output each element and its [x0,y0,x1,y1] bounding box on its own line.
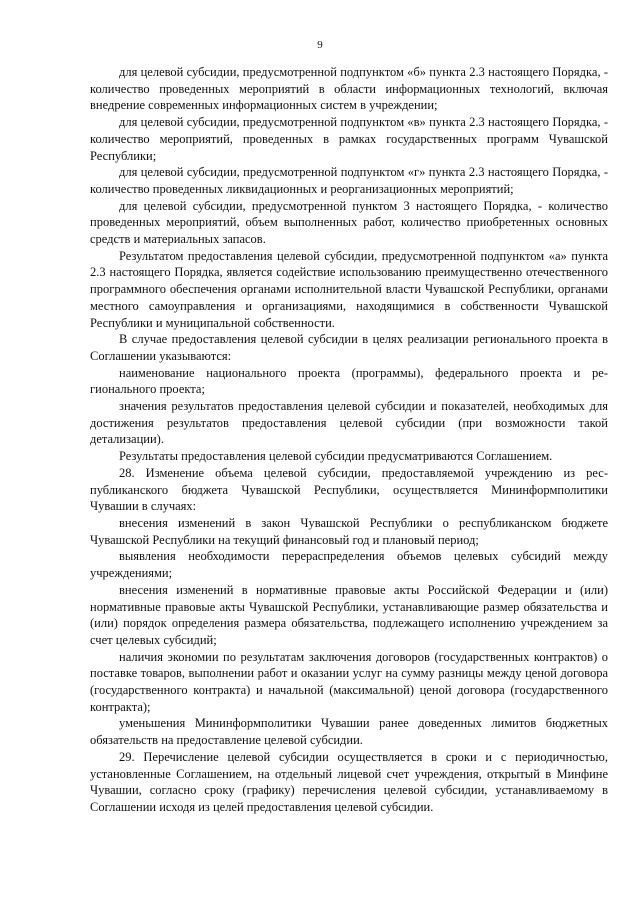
paragraph: 29. Перечисление целевой субсидии осуществляется в сроки и с периодичностью, установленные Соглашением, на отдельный лицевой счет учреждения, открытый в Минфине Чувашии, согласно сроку (графику) перечисления целевой субсидии, устанавливаемому в Соглашении исходя из целей предоставления целевой субсидии. [90,749,608,814]
paragraph: уменьшения Мининформполитики Чувашии ранее доведенных лимитов бюджетных обязательств на предоставление целевой субсидии. [90,716,608,748]
paragraph: Результатом предоставления целевой субсидии, предусмотренной подпунктом «а» пункта 2.3 настоящего Порядка, является содействие использованию преимущественно отечественного программного обеспечения органами исполнительной власти Чувашской Республики, органами местного самоуправления и организациями, находящимися в собственности Чувашской Республики и муниципальной собственности. [90,248,608,330]
paragraph: значения результатов предоставления целевой субсидии и показателей, необходимых для достижения результатов предоставления целевой субсидии (при возможности такой детализации). [90,399,608,447]
paragraph: для целевой субсидии, предусмотренной пунктом 3 настоящего Порядка, - количество проведенных мероприятий, объем выполненных работ, количество приобретенных основных средств и материальных запасов. [90,198,608,247]
paragraph: наличия экономии по результатам заключения договоров (государственных контрактов) о поставке товаров, выполнении работ и оказании услуг на сумму разницы между ценой договора (государственного контракта) и начальной (максимальной) ценой договора (государственного контракта); [90,649,608,714]
paragraph: В случае предоставления целевой субсидии в целях реализации регионального проекта в Соглашении указываются: [90,332,608,363]
page-number: 9 [317,39,323,51]
paragraph: внесения изменений в нормативные правовые акты Российской Федерации и (или) нормативные правовые акты Чувашской Республики, устанавливающие размер обязательства и (или) порядок определения размера обязательства, подлежащего исполнению учреждением за счет целевых субсидий; [90,582,608,647]
paragraph: для целевой субсидии, предусмотренной подпунктом «в» пункта 2.3 настоящего Порядка, - количество мероприятий, проведенных в рамках государственных программ Чувашской Республики; [90,115,608,163]
paragraph: внесения изменений в закон Чувашской Республики о республиканском бюджете Чувашской Республики на текущий финансовый год и плановый период; [90,515,608,547]
paragraph: выявления необходимости перераспределения объемов целевых субсидий между учреждениями; [90,549,608,581]
document-body [90,64,608,816]
paragraph: для целевой субсидии, предусмотренной подпунктом «б» пункта 2.3 настоящего Порядка, - количество проведенных мероприятий в области информационных технологий, включая внедрение современных информационных систем в учреждении; [90,65,608,113]
paragraph: Результаты предоставления целевой субсидии предусматриваются Соглашением. [119,449,553,464]
paragraph: 28. Изменение объема целевой субсидии, предоставляемой учреждению из республиканского бюджета Чувашской Республики, осуществляется Мининформполитики Чувашии в случаях: [90,465,608,514]
paragraph: наименование национального проекта (программы), федерального проекта и регионального проекта; [90,365,608,397]
paragraph: для целевой субсидии, предусмотренной подпунктом «г» пункта 2.3 настоящего Порядка, - количество проведенных ликвидационных и реорганизационных мероприятий; [90,165,608,196]
